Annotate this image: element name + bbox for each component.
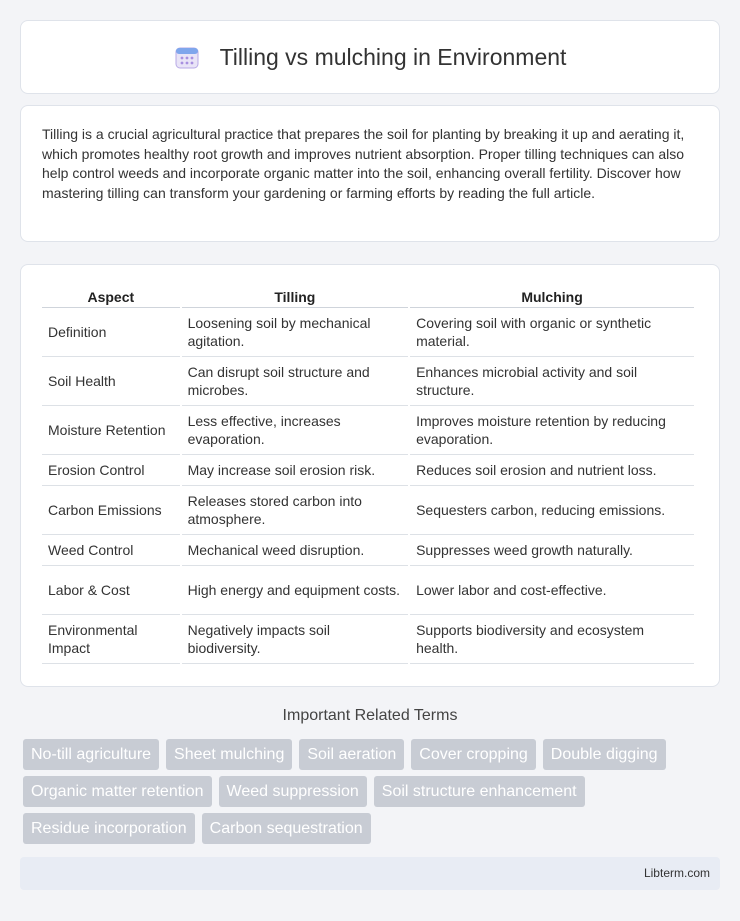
related-term-tag[interactable]: Soil structure enhancement	[374, 776, 585, 807]
intro-card	[20, 105, 720, 242]
tilling-cell: Loosening soil by mechanical agitation.	[182, 308, 409, 357]
footer-site-link[interactable]: Libterm.com	[643, 866, 710, 880]
header-aspect: Aspect	[42, 285, 180, 308]
mulching-cell: Suppresses weed growth naturally.	[410, 535, 694, 566]
table-row	[42, 566, 694, 615]
footer	[20, 857, 720, 890]
intro-text: Tilling is a crucial agricultural practice that prepares the soil for planting by breaking it up and aerating it, which promotes healthy root growth and improves nutrient absorption. Proper tilling techniques can also help control weeds and incorporate organic matter into the soil, enhancing overall fertility. Discover how mastering tilling can transform your gardening or farming efforts by reading the full article.	[42, 126, 685, 201]
aspect-cell: Soil Health	[42, 357, 180, 406]
mulching-cell: Reduces soil erosion and nutrient loss.	[410, 455, 694, 486]
table-row	[42, 486, 694, 535]
mulching-cell: Supports biodiversity and ecosystem health.	[410, 615, 694, 664]
tilling-cell: May increase soil erosion risk.	[182, 455, 409, 486]
table-row	[42, 308, 694, 357]
related-term-tag[interactable]: Organic matter retention	[23, 776, 212, 807]
mulching-cell: Improves moisture retention by reducing evaporation.	[410, 406, 694, 455]
mulching-cell: Covering soil with organic or synthetic material.	[410, 308, 694, 357]
related-term-tag[interactable]: Cover cropping	[411, 739, 536, 770]
table-row	[42, 357, 694, 406]
aspect-cell: Moisture Retention	[42, 406, 180, 455]
tilling-cell: Releases stored carbon into atmosphere.	[182, 486, 409, 535]
page-title: Tilling vs mulching in Environment	[219, 43, 567, 70]
tilling-cell: Mechanical weed disruption.	[182, 535, 409, 566]
related-term-tag[interactable]: Weed suppression	[219, 776, 367, 807]
header-card	[20, 20, 720, 94]
tilling-cell: High energy and equipment costs.	[182, 566, 409, 615]
table-row	[42, 615, 694, 664]
related-term-tag[interactable]: Soil aeration	[299, 739, 404, 770]
mulching-cell: Sequesters carbon, reducing emissions.	[410, 486, 694, 535]
tilling-cell: Less effective, increases evaporation.	[182, 406, 409, 455]
aspect-cell: Carbon Emissions	[42, 486, 180, 535]
related-term-tag[interactable]: Double digging	[543, 739, 666, 770]
table-row	[42, 406, 694, 455]
related-terms-title: Important Related Terms	[282, 707, 458, 724]
related-term-tag[interactable]: Sheet mulching	[166, 739, 292, 770]
calendar-icon	[174, 44, 200, 70]
aspect-cell: Environmental Impact	[42, 615, 180, 664]
aspect-cell: Labor & Cost	[42, 566, 180, 615]
tilling-cell: Negatively impacts soil biodiversity.	[182, 615, 409, 664]
mulching-cell: Enhances microbial activity and soil structure.	[410, 357, 694, 406]
aspect-cell: Definition	[42, 308, 180, 357]
comparison-card	[20, 264, 720, 687]
aspect-cell: Erosion Control	[42, 455, 180, 486]
table-row	[42, 455, 694, 486]
related-term-tag[interactable]: No-till agriculture	[23, 739, 159, 770]
header-tilling: Tilling	[182, 285, 409, 308]
related-terms-list	[23, 739, 723, 850]
header-mulching: Mulching	[410, 285, 694, 308]
mulching-cell: Lower labor and cost-effective.	[410, 566, 694, 615]
table-row	[42, 535, 694, 566]
tilling-cell: Can disrupt soil structure and microbes.	[182, 357, 409, 406]
related-term-tag[interactable]: Residue incorporation	[23, 813, 195, 844]
table-header-row	[42, 285, 694, 308]
related-term-tag[interactable]: Carbon sequestration	[202, 813, 371, 844]
aspect-cell: Weed Control	[42, 535, 180, 566]
comparison-table	[40, 285, 696, 664]
